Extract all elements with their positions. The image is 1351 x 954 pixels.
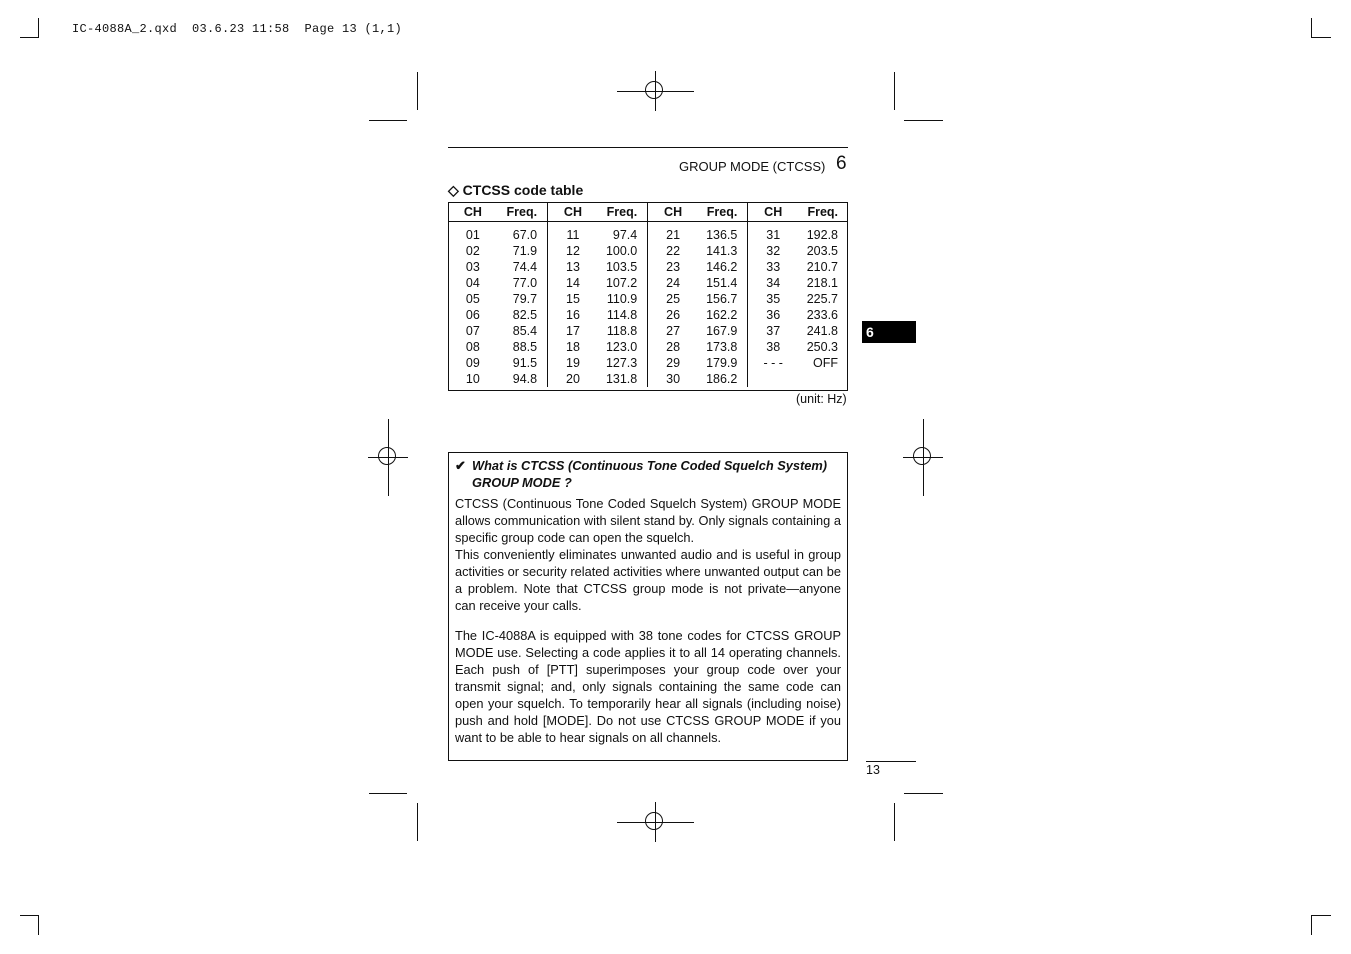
channel-cell: - - -	[763, 356, 783, 370]
trim-mark	[369, 793, 407, 794]
column-header: Freq.	[598, 202, 648, 222]
frequency-cell	[798, 371, 848, 387]
channel-cell: 23	[666, 260, 681, 274]
trim-mark	[417, 803, 418, 841]
trim-mark	[417, 72, 418, 110]
channel-cell: 19	[566, 356, 580, 370]
channel-cell: 08	[465, 340, 480, 354]
frequency-cell: 179.9	[698, 355, 748, 371]
frequency-cell: 131.8	[598, 371, 648, 387]
crop-mark	[1311, 18, 1312, 38]
channel-cell: 07	[465, 324, 480, 338]
trim-mark	[894, 72, 895, 110]
frequency-cell: 192.8	[806, 228, 838, 242]
frequency-cell: 94.8	[498, 371, 548, 387]
channel-cell: 35	[766, 292, 781, 306]
channel-cell: 02	[465, 244, 480, 258]
frequency-cell: 77.0	[498, 275, 548, 291]
crop-mark	[1311, 37, 1331, 38]
column-header: CH	[748, 202, 798, 222]
column-header: CH	[448, 202, 498, 222]
table-row	[448, 222, 848, 244]
channel-cell: 05	[465, 292, 480, 306]
table-row	[448, 307, 848, 323]
page-header-section-number: 6	[836, 153, 847, 174]
frequency-cell: 100.0	[598, 243, 648, 259]
info-paragraph: This conveniently eliminates unwanted audio and is useful in group activities or security related activities where unwanted output can be a problem. Note that CTCSS group mode is not private—anyone can receive your calls.	[455, 547, 841, 613]
frequency-cell: 97.4	[598, 222, 648, 244]
frequency-cell: 91.5	[498, 355, 548, 371]
channel-cell: 33	[766, 260, 781, 274]
channel-cell: 06	[465, 308, 480, 322]
frequency-cell: 79.7	[498, 291, 548, 307]
channel-cell: 26	[666, 308, 681, 322]
frequency-cell: 225.7	[806, 292, 838, 306]
frequency-cell: 210.7	[806, 260, 838, 274]
trim-mark	[369, 120, 407, 121]
channel-cell: 09	[465, 356, 480, 370]
channel-cell: 18	[566, 340, 580, 354]
table-row	[448, 259, 848, 275]
channel-cell: 29	[666, 356, 681, 370]
header-rule	[448, 147, 848, 148]
table-row	[448, 291, 848, 307]
frequency-cell: 127.3	[598, 355, 648, 371]
info-paragraph: The IC-4088A is equipped with 38 tone codes for CTCSS GROUP MODE use. Selecting a code applies it to all 14 operating channels. Each push of [PTT] superimposes your group code over your transmit signal; and, only signals containing the same code can open your squelch. To temporarily hear all signals (including noise) push and hold [MODE]. Do not use CTCSS GROUP MODE if you want to be able to hear signals on all channels.	[455, 628, 841, 745]
channel-cell: 12	[566, 244, 580, 258]
table-row	[448, 323, 848, 339]
channel-cell: 03	[465, 260, 480, 274]
channel-cell: 25	[666, 292, 681, 306]
frequency-cell: 156.7	[698, 291, 748, 307]
frequency-cell: 107.2	[598, 275, 648, 291]
frequency-cell: 186.2	[698, 371, 748, 387]
crop-mark	[38, 915, 39, 935]
frequency-cell: 136.5	[698, 222, 748, 244]
crop-mark	[1311, 915, 1331, 916]
table-header-row	[448, 202, 848, 222]
ctcss-code-table	[448, 202, 848, 387]
channel-cell: 30	[666, 372, 681, 386]
channel-cell: 10	[465, 372, 480, 386]
column-header: CH	[648, 202, 698, 222]
frequency-cell: 88.5	[498, 339, 548, 355]
channel-cell	[748, 371, 798, 387]
frequency-cell: 233.6	[806, 308, 838, 322]
channel-cell: 21	[666, 228, 681, 242]
info-box	[448, 452, 848, 761]
frequency-cell: 141.3	[698, 243, 748, 259]
crop-mark	[20, 37, 39, 38]
frequency-cell: 118.8	[598, 323, 648, 339]
frequency-cell: 103.5	[598, 259, 648, 275]
channel-cell: 38	[766, 340, 781, 354]
channel-cell: 27	[666, 324, 681, 338]
frequency-cell: 173.8	[698, 339, 748, 355]
file-slug: IC-4088A_2.qxd 03.6.23 11:58 Page 13 (1,1)	[72, 22, 403, 36]
page-header-title: GROUP MODE (CTCSS)	[679, 159, 826, 174]
table-row	[448, 355, 848, 371]
frequency-cell: 241.8	[806, 324, 838, 338]
section-title: ◇ CTCSS code table	[448, 182, 584, 198]
column-header: Freq.	[698, 202, 748, 222]
crop-mark	[20, 915, 39, 916]
trim-mark	[894, 803, 895, 841]
frequency-cell: 123.0	[598, 339, 648, 355]
channel-cell: 24	[666, 276, 681, 290]
trim-mark	[904, 120, 943, 121]
table-row	[448, 243, 848, 259]
channel-cell: 16	[566, 308, 580, 322]
unit-note: (unit: Hz)	[796, 392, 847, 406]
channel-cell: 31	[766, 228, 781, 242]
info-question-text: What is CTCSS (Continuous Tone Coded Squelch System) GROUP MODE ?	[472, 458, 828, 490]
page-number-rule	[866, 761, 916, 762]
crop-mark	[1311, 915, 1312, 935]
channel-cell: 04	[465, 276, 480, 290]
table-row	[448, 275, 848, 291]
channel-cell: 01	[465, 228, 480, 242]
frequency-cell: 74.4	[498, 259, 548, 275]
channel-cell: 20	[566, 372, 580, 386]
channel-cell: 17	[566, 324, 580, 338]
frequency-cell: 203.5	[806, 244, 838, 258]
frequency-cell: 167.9	[698, 323, 748, 339]
table-body	[448, 222, 848, 388]
frequency-cell: 82.5	[498, 307, 548, 323]
channel-cell: 28	[666, 340, 681, 354]
channel-cell: 34	[766, 276, 781, 290]
frequency-cell: 162.2	[698, 307, 748, 323]
channel-cell: 15	[566, 292, 580, 306]
channel-cell: 37	[766, 324, 781, 338]
frequency-cell: 85.4	[498, 323, 548, 339]
frequency-cell: 146.2	[698, 259, 748, 275]
info-paragraph: CTCSS (Continuous Tone Coded Squelch System) GROUP MODE allows communication with silent stand by. Only signals containing a specific group code can open the squelch.	[455, 496, 841, 545]
column-header: CH	[548, 202, 598, 222]
frequency-cell: 151.4	[698, 275, 748, 291]
info-question	[455, 457, 841, 491]
column-header: Freq.	[798, 202, 848, 222]
frequency-cell: 114.8	[598, 307, 648, 323]
check-icon: ✔	[455, 458, 466, 473]
frequency-cell: OFF	[813, 356, 838, 370]
crop-mark	[38, 18, 39, 38]
channel-cell: 22	[666, 244, 681, 258]
channel-cell: 14	[566, 276, 580, 290]
column-header: Freq.	[498, 202, 548, 222]
frequency-cell: 67.0	[498, 222, 548, 244]
trim-mark	[904, 793, 943, 794]
channel-cell: 36	[766, 308, 781, 322]
section-tab: 6	[862, 321, 916, 343]
channel-cell: 32	[766, 244, 781, 258]
frequency-cell: 71.9	[498, 243, 548, 259]
frequency-cell: 218.1	[806, 276, 838, 290]
channel-cell: 11	[566, 228, 580, 242]
frequency-cell: 110.9	[598, 291, 648, 307]
page-number: 13	[866, 763, 880, 777]
table-row	[448, 371, 848, 387]
table-row	[448, 339, 848, 355]
frequency-cell: 250.3	[806, 340, 838, 354]
channel-cell: 13	[566, 260, 580, 274]
